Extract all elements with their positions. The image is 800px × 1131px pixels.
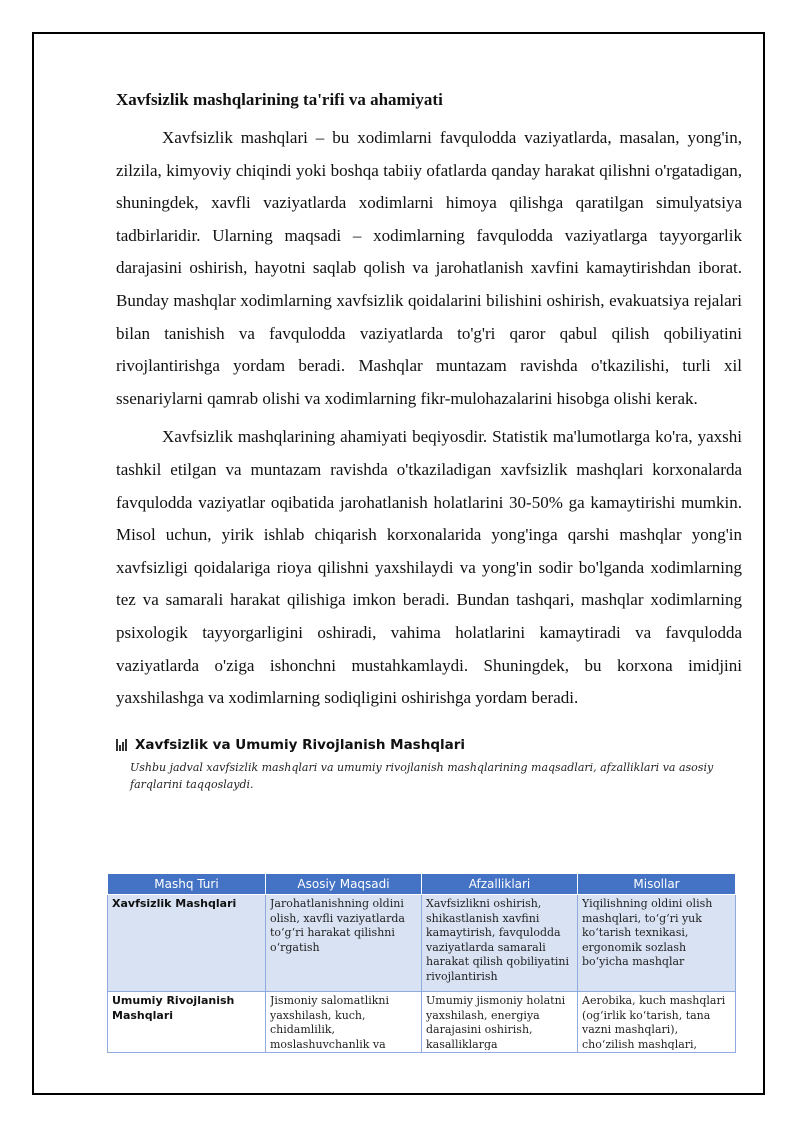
table-cell (266, 992, 422, 1053)
table-caption: Ushbu jadval xavfsizlik mashqlari va umumiy rivojlanish mashqlarining maqsadlari, afzalliklari va asosiy farqlarini taqqoslaydi. (130, 760, 714, 791)
table-cell (108, 895, 266, 992)
cell-text: Jarohatlanishning oldini olish, xavfli vaziyatlarda to‘g‘ri harakat qilishni o‘rgatish (270, 897, 405, 954)
table-title-text: Xavfsizlik va Umumiy Rivojlanish Mashqlari (135, 736, 466, 753)
table-cell (266, 895, 422, 992)
cell-text: Yiqilishning oldini olish mashqlari, to‘g‘ri yuk ko‘tarish texnikasi, ergonomik sozlash bo‘yicha mashqlar (582, 897, 713, 968)
table-cell (108, 992, 266, 1053)
section-heading: Xavfsizlik mashqlarining ta'rifi va ahamiyati (116, 90, 443, 109)
header-cell: Asosiy Maqsadi (266, 874, 422, 895)
cell-text: Xavfsizlik Mashqlari (112, 897, 237, 910)
table-cell (422, 895, 578, 992)
paragraph-importance: Xavfsizlik mashqlarining ahamiyati beqiyosdir. Statistik ma'lumotlarga ko'ra, yaxshi tashkil etilgan va muntazam ravishda o'tkaziladigan xavfsizlik mashqlari korxonalarda favqulodda vaziyatlar oqibatida jarohatlanish holatlarini 30-50% ga kamaytirishi mumkin. Misol uchun, yirik ishlab chiqarish korxonalarida yong'inga qarshi mashqlar yong'in xavfsizligi qoidalariga rioya qilishni yaxshilaydi va yong'in sodir bo'lganda xodimlarning tez va samarali harakat qilishiga imkon beradi. Bundan tashqari, mashqlar xodimlarning psixologik tayyorgarligini oshiradi, vahima holatlarini kamaytiradi va favqulodda vaziyatlarda o'ziga ishonchni mustahkamlaydi. Shuningdek, bu korxona imidjini yaxshilashga va xodimlarning sodiqligini oshirishga yordam beradi. (116, 427, 742, 708)
paragraph-definition: Xavfsizlik mashqlari – bu xodimlarni favqulodda vaziyatlarda, masalan, yong'in, zilzila, kimyoviy chiqindi yoki boshqa tabiiy ofatlarda qanday harakat qilishni o'rgatadigan, shuningdek, xavfli vaziyatlarda xodimlarni himoya qilishga qaratilgan simulyatsiya tadbirlaridir. Ularning maqsadi – xodimlarning favqulodda vaziyatlarga tayyorgarlik darajasini oshirish, hayotni saqlab qolish va jarohatlanish xavfini kamaytirishdan iborat. Bunday mashqlar xodimlarning xavfsizlik qoidalarini bilishini oshirish, evakuatsiya rejalari bilan tanishish va favqulodda vaziyatlarda to'g'ri qaror qabul qilish qobiliyatini rivojlantirishga yordam beradi. Mashqlar muntazam ravishda o'tkazilishi, turli xil ssenariylarni qamrab olishi va xodimlarning fikr-mulohazalarini hisobga olishi kerak. (116, 128, 742, 408)
header-cell: Afzalliklari (422, 874, 578, 895)
cell-text: Xavfsizlikni oshirish, shikastlanish xavfini kamaytirish, favqulodda vaziyatlarda samarali harakat qilish qobiliyatini rivojlantirish (426, 897, 569, 983)
cell-text: Aerobika, kuch mashqlari (og‘irlik ko‘tarish, tana vazni mashqlari), cho‘zilish mashqlari, (582, 994, 726, 1050)
cell-text: Umumiy jismoniy holatni yaxshilash, energiya darajasini oshirish, kasalliklarga (426, 994, 566, 1050)
comparison-table (107, 873, 736, 1053)
table-row (108, 895, 736, 992)
table-title (116, 737, 742, 753)
cell-text: Jismoniy salomatlikni yaxshilash, kuch, chidamlilik, moslashuvchanlik va (270, 994, 389, 1050)
header-cell: Mashq Turi (108, 874, 266, 895)
table-cell (578, 992, 736, 1053)
table-header-row (108, 874, 736, 895)
table-cell (422, 992, 578, 1053)
document-body (116, 90, 742, 793)
table-row (108, 992, 736, 1053)
table-cell (578, 895, 736, 992)
bar-chart-icon (116, 739, 127, 751)
cell-text: Umumiy Rivojlanish Mashqlari (112, 994, 235, 1022)
header-cell: Misollar (578, 874, 736, 895)
